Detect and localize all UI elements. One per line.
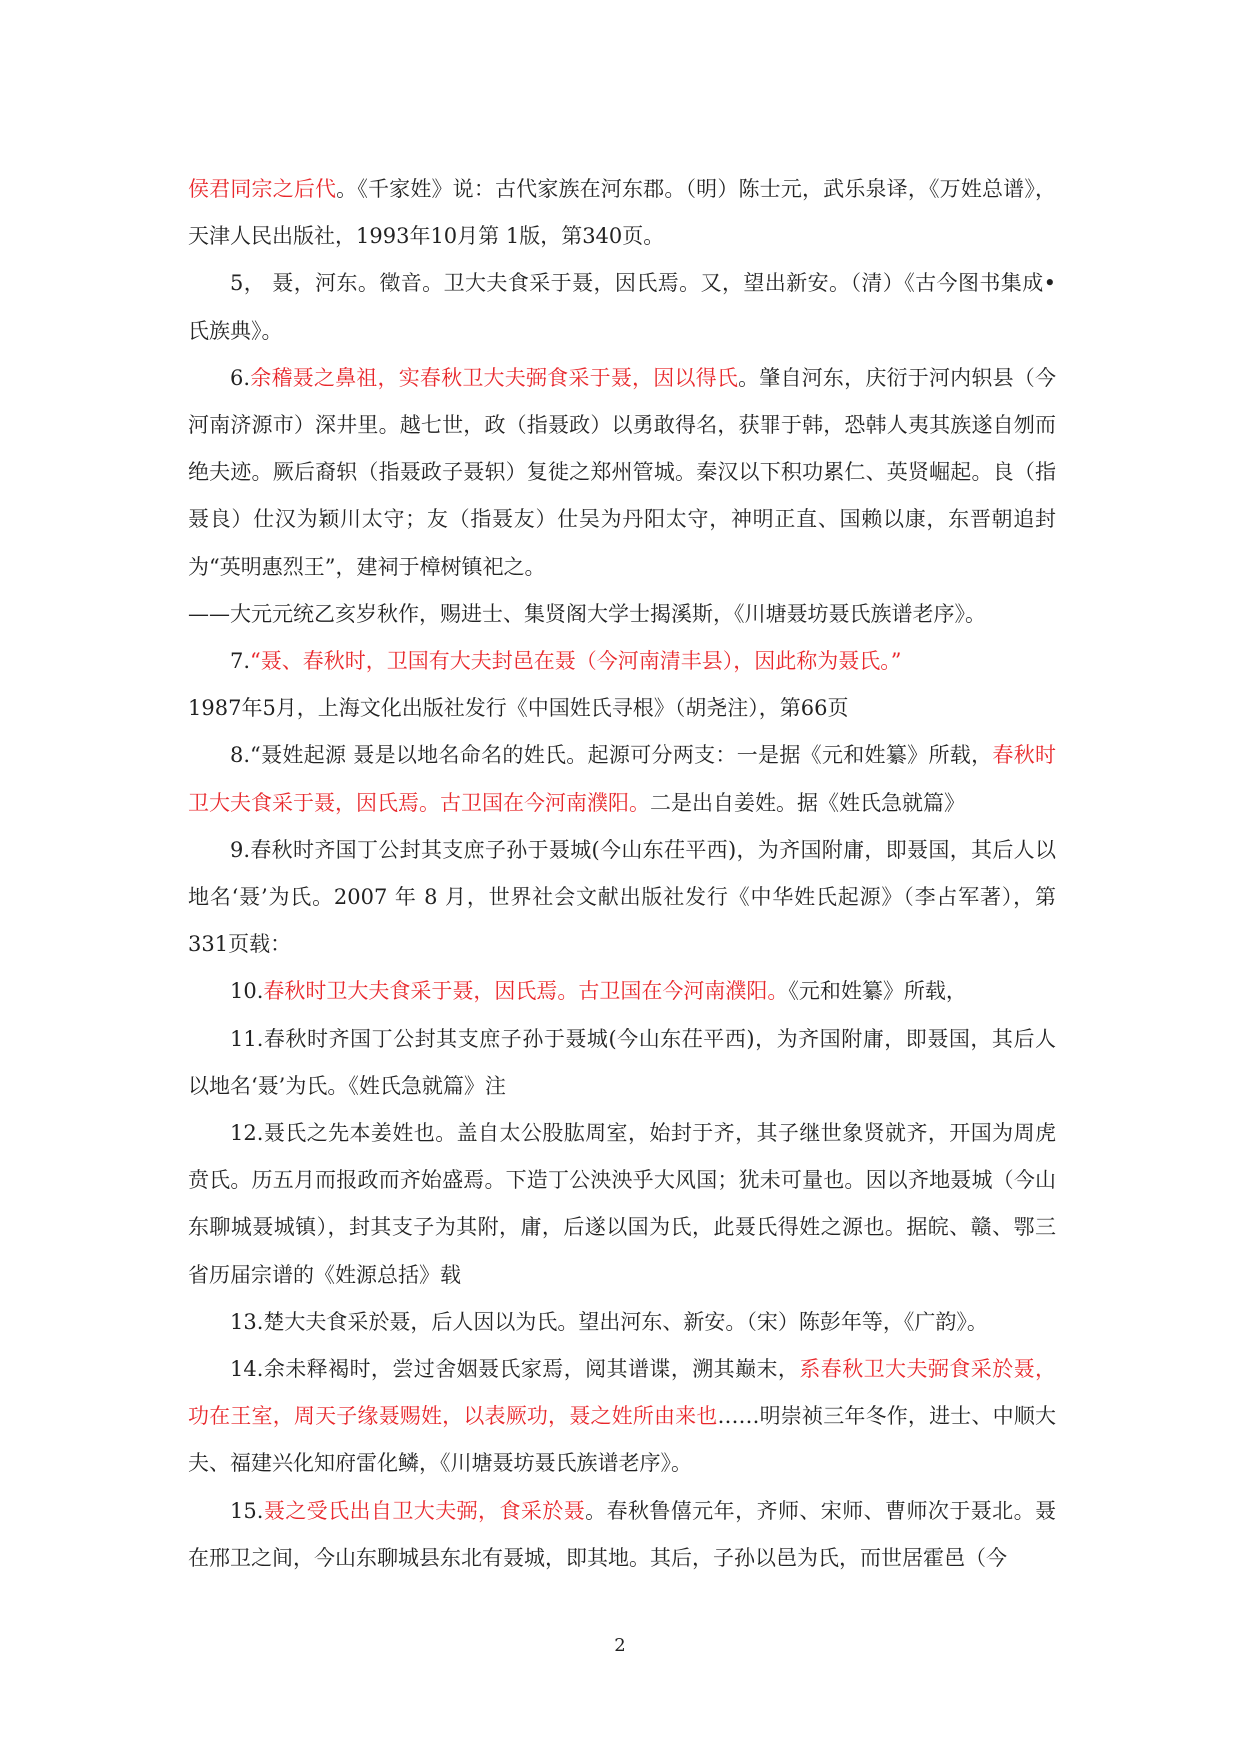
body-text: 8.“聂姓起源 聂是以地名命名的姓氏。起源可分两支：一是据《元和姓纂》所载，: [230, 743, 993, 768]
body-text: 11.春秋时齐国丁公封其支庶子孙于聂城(今山东茌平西)，为齐国附庸，即聂国，其后人以地名‘聂’为氏。《姓氏急就篇》注: [188, 1026, 1056, 1098]
body-text: 6.: [230, 365, 251, 390]
body-text: 。肇自河东，庆衍于河内轵县（今河南济源市）深井里。越七世，政（指聂政）以勇敢得名，获罪于韩，恐韩人夷其族遂自刎而绝夫迹。厥后裔轵（指聂政子聂轵）复徙之郑州管城。秦汉以下积功累仁、英贤崛起。良（指聂良）仕汉为颖川太守；友（指聂友）仕吴为丹阳太守，神明正直、国赖以康，东晋朝追封为“英明惠烈王”，建祠于樟树镇祀之。: [188, 365, 1057, 579]
body-text: 二是出自姜姓。据《姓氏急就篇》: [650, 790, 965, 815]
body-text: ——大元元统乙亥岁秋作，赐进士、集贤阁大学士揭溪斯，《川塘聂坊聂氏族谱老序》。: [188, 601, 986, 626]
paragraph-11: [188, 1016, 1056, 1110]
highlighted-text: 春秋时卫大夫食采于聂，因氏焉。古卫国在今河南濮阳。: [263, 979, 789, 1004]
paragraph-12: [188, 1110, 1056, 1299]
paragraph-13: [188, 1299, 1056, 1346]
highlighted-text: 聂之受氏出自卫大夫弼，食采於聂: [263, 1498, 586, 1523]
body-text: 15.: [230, 1498, 264, 1523]
paragraph-6-source: [188, 591, 1056, 638]
body-text: 。春秋鲁僖元年，齐师、宋师、曹师次于聂北。聂在邢卫之间，今山东聊城县东北有聂城，即其地。其后，子孙以邑为氏，而世居霍邑（今: [188, 1498, 1057, 1570]
highlighted-text: 余稽聂之鼻祖，实春秋卫大夫弼食采于聂，因以得氏: [250, 365, 739, 390]
body-text: 9.春秋时齐国丁公封其支庶子孙于聂城(今山东茌平西)，为齐国附庸，即聂国，其后人以地名‘聂’为氏。2007 年 8 月，世界社会文献出版社发行《中华姓氏起源》（李占军著），第331页载：: [188, 837, 1056, 957]
paragraph-6: [188, 355, 1056, 591]
body-text: 10.: [230, 979, 264, 1004]
paragraph-10: [188, 968, 1056, 1015]
body-text: ……明崇祯三年冬作，进士、中顺大夫、福建兴化知府雷化鳞，《川塘聂坊聂氏族谱老序》。: [188, 1404, 1057, 1476]
body-text: 5， 聂，河东。徵音。卫大夫食采于聂，因氏焉。又，望出新安。（清）《古今图书集成•氏族典》。: [188, 271, 1056, 343]
paragraph-8: [188, 732, 1056, 826]
paragraph-5: [188, 260, 1056, 354]
paragraph-7: [188, 638, 1056, 685]
body-text: 1987年5月，上海文化出版社发行《中国姓氏寻根》（胡尧注），第66页: [188, 696, 849, 721]
paragraph-15: [188, 1488, 1056, 1582]
highlighted-text: 系春秋卫大夫弼食采於聂，功在王室，周天子缘聂赐姓，以表厥功，聂之姓所由来也: [188, 1357, 1056, 1429]
paragraph-9: [188, 827, 1056, 969]
body-text: 。《千家姓》说：古代家族在河东郡。（明）陈士元，武乐泉译，《万姓总谱》，天津人民出版社，1993年10月第 1版，第340页。: [188, 177, 1057, 249]
document-body: [188, 166, 1056, 1582]
page-number: 2: [614, 1635, 626, 1656]
paragraph-14: [188, 1346, 1056, 1488]
body-text: 《元和姓纂》所载，: [788, 979, 967, 1004]
highlighted-text: 春秋时卫大夫食采于聂，因氏焉。古卫国在今河南濮阳。: [188, 743, 1056, 815]
paragraph-cont-4: [188, 166, 1056, 260]
body-text: 12.聂氏之先本姜姓也。盖自太公股肱周室，始封于齐，其子继世象贤就齐，开国为周虎贲氏。历五月而报政而齐始盛焉。下造丁公泱泱乎大风国；犹未可量也。因以齐地聂城（今山东聊城聂城镇），封其支子为其附，庸，后遂以国为氏，此聂氏得姓之源也。据皖、赣、鄂三省历届宗谱的《姓源总括》载: [188, 1121, 1056, 1287]
highlighted-text: 侯君同宗之后代: [188, 177, 337, 201]
highlighted-text: “聂、春秋时，卫国有大夫封邑在聂（今河南清丰县），因此称为聂氏。”: [250, 649, 902, 674]
body-text: 14.余未释褐时，尝过舍姻聂氏家焉，阅其谱谍，溯其巅末，: [230, 1357, 800, 1382]
paragraph-7-source: [188, 685, 1056, 732]
body-text: 7.: [230, 649, 251, 674]
body-text: 13.楚大夫食采於聂，后人因以为氏。望出河东、新安。（宋）陈彭年等，《广韵》。: [230, 1309, 988, 1334]
